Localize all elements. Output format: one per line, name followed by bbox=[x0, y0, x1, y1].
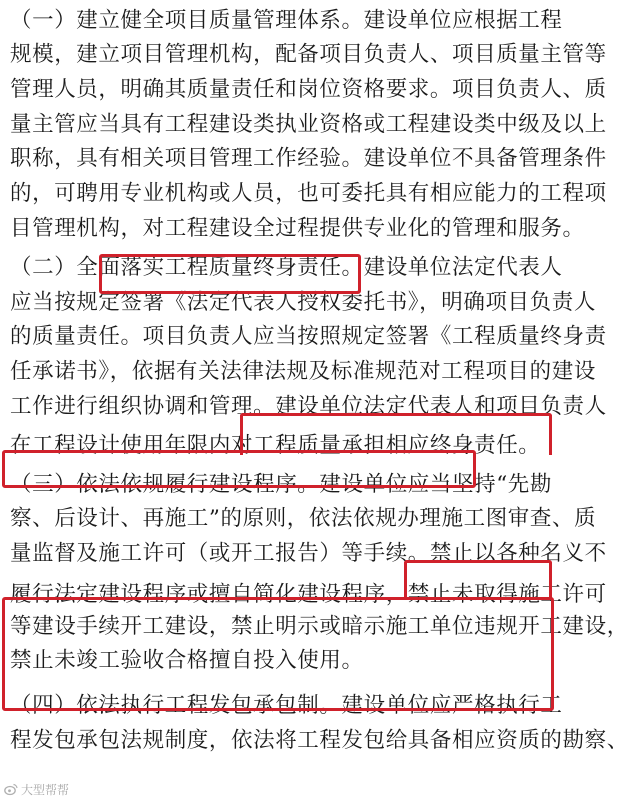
text-line: 履行法定建设程序或擅自简化建设程序，禁止未取得施工许可 bbox=[10, 582, 607, 607]
text-line: 应当按规定签署《法定代表人授权委托书》，明确项目负责人 bbox=[10, 290, 596, 315]
text-line: 目管理机构，对工程建设全过程提供专业化的管理和服务。 bbox=[10, 216, 585, 241]
text-line: 管理人员，明确其质量责任和岗位资格要求。项目负责人、质 bbox=[10, 77, 607, 102]
text-line: 在工程设计使用年限内对工程质量承担相应终身责任。 bbox=[10, 433, 541, 458]
watermark bbox=[4, 778, 69, 800]
text-line: （三）依法依规履行建设程序。建设单位应当坚持“先勘 bbox=[10, 472, 552, 497]
text-line: （四）依法执行工程发包承包制。建设单位应严格执行工 bbox=[10, 693, 563, 718]
watermark-text: 大型帮帮 bbox=[21, 782, 70, 797]
text-line: 察、后设计、再施工”的原则，依法依规办理施工图审查、质 bbox=[10, 506, 597, 531]
text-line: 规模，建立项目管理机构，配备项目负责人、项目质量主管等 bbox=[10, 42, 607, 67]
text-line: 任承诺书》，依据有关法律法规及标准规范对工程项目的建设 bbox=[10, 359, 596, 384]
text-line: （二）全面落实工程质量终身责任。建设单位法定代表人 bbox=[10, 255, 563, 280]
text-line: 的，可聘用专业机构或人员，也可委托具有相应能力的工程项 bbox=[10, 181, 607, 206]
text-line: 禁止未竣工验收合格擅自投入使用。 bbox=[10, 648, 364, 673]
text-line: 的质量责任。项目负责人应当按照规定签署《工程质量终身责 bbox=[10, 324, 607, 349]
text-line: （一）建立健全项目质量管理体系。建设单位应根据工程 bbox=[10, 8, 563, 33]
text-line: 量监督及施工许可（或开工报告）等手续。禁止以各种名义不 bbox=[10, 541, 607, 566]
text-line: 程发包承包法规制度，依法将工程发包给具备相应资质的勘察、 bbox=[10, 728, 629, 753]
text-line: 工作进行组织协调和管理。建设单位法定代表人和项目负责人 bbox=[10, 394, 607, 419]
weibo-logo-icon bbox=[4, 782, 18, 796]
text-line: 等建设手续开工建设，禁止明示或暗示施工单位违规开工建设， bbox=[10, 614, 629, 639]
text-line: 量主管应当具有工程建设类执业资格或工程建设类中级及以上 bbox=[10, 112, 607, 137]
text-line: 职称，具有相关项目管理工作经验。建设单位不具备管理条件 bbox=[10, 146, 607, 171]
